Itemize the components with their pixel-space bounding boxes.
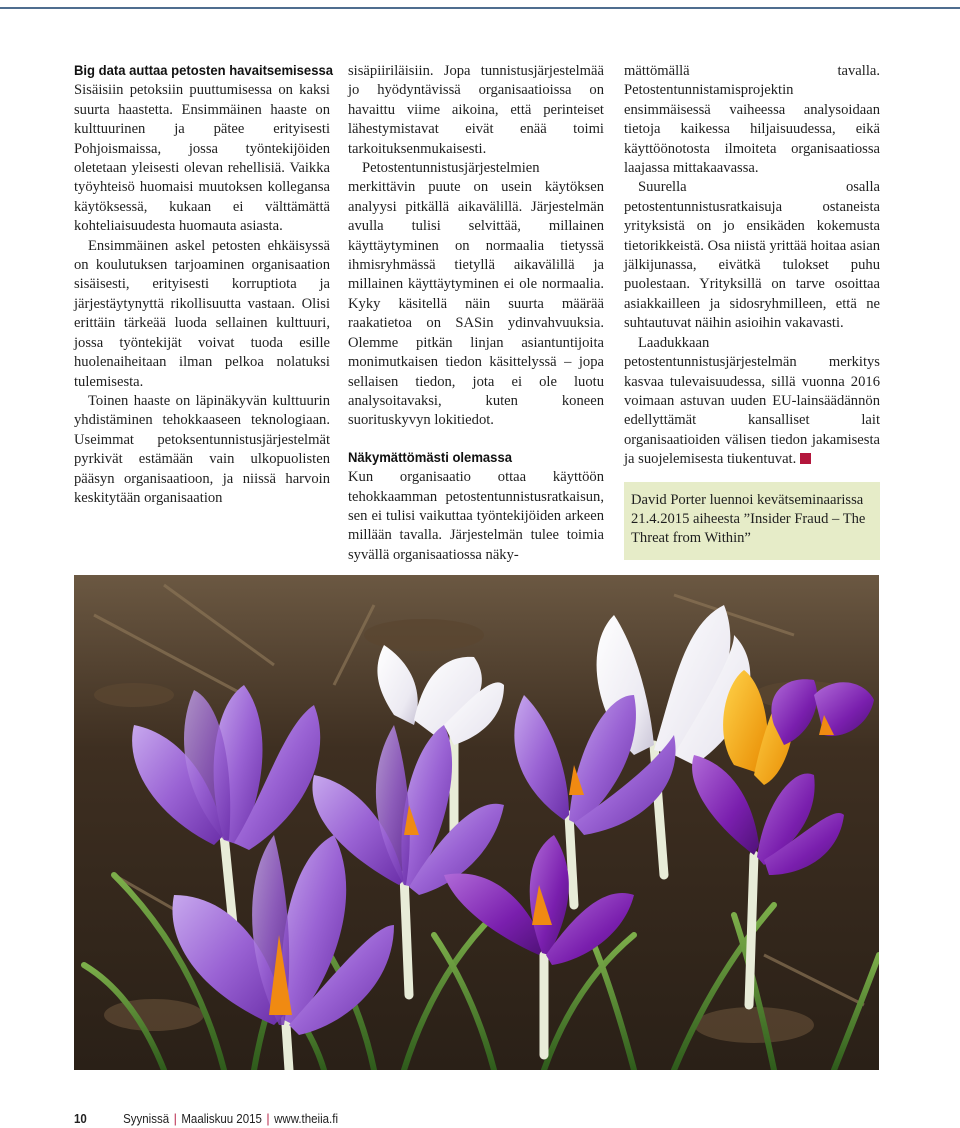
speaker-info-text: luennoi kevätseminaarissa 21.4.2015 aiheesta ”Insider Fraud – The Threat from Within” bbox=[631, 491, 866, 547]
section-heading-nakymattomasti: Näkymättömästi olemassa bbox=[348, 449, 512, 466]
paragraph: Ensimmäinen askel petosten ehkäisyssä on koulutuksen tarjoaminen organisaation sisäisesti, erityisesti korruptiota ja järjestäytynyttä rikollisuutta vastaan. Olisi erittäin tärkeää luoda sellainen kulttuuri, jossa työntekijät voivat tuoda esille huolenaiheitaan ilman pelkoa nolatuksi tulemisesta. bbox=[74, 237, 330, 390]
footer-separator: | bbox=[173, 1112, 177, 1126]
paragraph: mättömällä tavalla. Petostentunnistamisprojektin ensimmäisessä vaiheessa analysoidaan tietoja kaikessa hiljaisuudessa, eikä käyttöönotosta ilmoiteta organisaatiossa laajassa mittakaavassa. bbox=[624, 63, 880, 177]
end-of-article-mark-icon bbox=[800, 453, 811, 464]
page-footer bbox=[74, 1112, 338, 1126]
page-number: 10 bbox=[74, 1112, 87, 1126]
paragraph: Suurella osalla petostentunnistusratkaisuja ostaneista yrityksistä on jo ensikäden kokemusta tietorikkeistä. Osa niistä yrittää hoitaa asian jälkijunassa, eivätkä tulokset puhu puolestaan. Yrityksillä on tarve osoittaa asiakkailleen ja sidosryhmilleen, että ne suhtautuvat näihin asioihin vakavasti. bbox=[624, 179, 880, 332]
website-link[interactable]: www.theiia.fi bbox=[274, 1112, 339, 1126]
speaker-name: David Porter bbox=[631, 491, 706, 508]
paragraph-text: Laadukkaan petostentunnistusjärjestelmän merkitys kasvaa tulevaisuudessa, sillä vuonna 2016 voimaan astuvan uuden EU-lainsäädännön edellyttämät kansalliset lait organisaatioiden välisen tiedon jakamisesta ja suojelemisesta tiukentuvat. bbox=[624, 334, 880, 468]
article-column-3 bbox=[624, 62, 880, 560]
paragraph: Kun organisaatio ottaa käyttöön tehokkaamman petostentunnistusratkaisun, sen ei tulisi vaikuttaa työntekijöiden arkeen millään tavalla. Järjestelmän tulee toimia syvällä organisaatiossa näky- bbox=[348, 469, 604, 563]
issue-date: Maaliskuu 2015 bbox=[181, 1112, 262, 1126]
paragraph: Petostentunnistusjärjestelmien merkittävin puute on usein käytöksen analyysi pitkällä aikavälillä. Järjestelmän avulla tulisi selvittää, millainen käyttäytyminen on normaalia tietyssä ihmisryhmässä tietyllä aikavälillä ja millainen käyttäytyminen ei ole normaalia. Kyky käsitellä näin suurta määrää raakatietoa on SASin ydinvahvuuksia. Olemme pitkän linjan asiantuntijoita monimutkaisen tiedon käsittelyssä – jopa sellaisen tiedon, jota ei ole luotu analysoitavaksi, kuten koneen suorituskyvyn lokitiedot. bbox=[348, 160, 604, 429]
speaker-info-box bbox=[624, 482, 880, 560]
paragraph: Toinen haaste on läpinäkyvän kulttuurin yhdistäminen tehokkaaseen teknologiaan. Useimmat petoksentunnistusjärjestelmät pyrkivät estämään vain ulkopuolisten pääsyn organisaatioon, ja niissä harvoin keskitytään organisaation bbox=[74, 392, 330, 506]
article-column-2 bbox=[348, 62, 604, 565]
paragraph: Sisäisiin petoksiin puuttumisessa on kaksi suurta haastetta. Ensimmäinen haaste on kulttuurinen ja pätee erityisesti Pohjoismaissa, jossa työntekijöiden oletetaan yleisesti olevan rehellisiä. Vaikka työyhteisö huomaisi muutoksen kollegansa käytöksessä, kukaan ei välttämättä kohteliaisuudesta huomauta asiasta. bbox=[74, 82, 330, 235]
paragraph bbox=[624, 334, 880, 470]
crocus-flowers-photo bbox=[74, 575, 879, 1070]
article-column-1 bbox=[74, 62, 333, 508]
paragraph: sisäpiiriläisiin. Jopa tunnistusjärjestelmää jo hyödyntävissä organisaatioissa on havaittu viime aikoina, että perinteiset lähestymistavat eivät enää toimi tarkoituksenmukaisesti. bbox=[348, 63, 604, 157]
publication-name: Syynissä bbox=[123, 1112, 170, 1126]
top-rule bbox=[0, 7, 960, 9]
section-heading-big-data: Big data auttaa petosten havaitsemisessa bbox=[74, 63, 333, 79]
footer-separator: | bbox=[266, 1112, 270, 1126]
